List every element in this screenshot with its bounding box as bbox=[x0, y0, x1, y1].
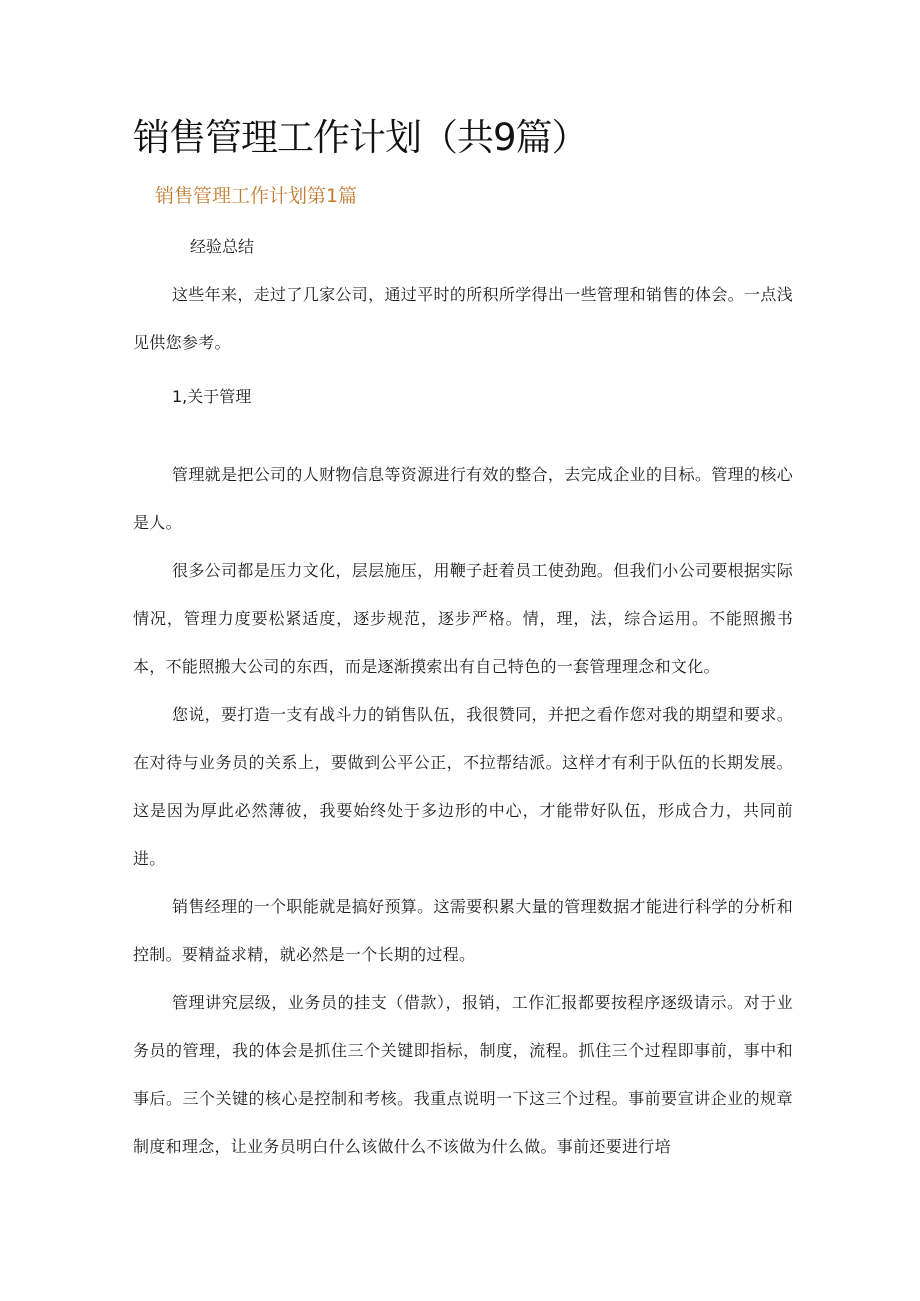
paragraph-pressure-culture: 很多公司都是压力文化，层层施压，用鞭子赶着员工使劲跑。但我们小公司要根据实际情况，管理力度要松紧适度，逐步规范，逐步严格。情，理，法，综合运用。不能照搬书本，不能照搬大公司的东西，而是逐渐摸索出有自己特色的一套管理理念和文化。 bbox=[133, 561, 793, 676]
paragraph-intro: 这些年来，走过了几家公司，通过平时的所积所学得出一些管理和销售的体会。一点浅见供您参考。 bbox=[133, 285, 793, 352]
paragraph-sales-team: 您说，要打造一支有战斗力的销售队伍，我很赞同，并把之看作您对我的期望和要求。在对待与业务员的关系上，要做到公平公正，不拉帮结派。这样才有利于队伍的长期发展。这是因为厚此必然薄彼，我要始终处于多边形的中心，才能带好队伍，形成合力，共同前进。 bbox=[133, 705, 793, 868]
paragraph-hierarchy: 管理讲究层级，业务员的挂支（借款），报销，工作汇报都要按程序逐级请示。对于业务员的管理，我的体会是抓住三个关键即指标，制度，流程。抓住三个过程即事前，事中和事后。三个关键的核心是控制和考核。我重点说明一下这三个过程。事前要宣讲企业的规章制度和理念，让业务员明白什么该做什么不该做为什么做。事前还要进行培 bbox=[133, 993, 793, 1156]
paragraph-budget: 销售经理的一个职能就是搞好预算。这需要积累大量的管理数据才能进行科学的分析和控制。要精益求精，就必然是一个长期的过程。 bbox=[133, 897, 793, 964]
point-heading: 1,关于管理 bbox=[172, 387, 252, 406]
paragraph-management-definition: 管理就是把公司的人财物信息等资源进行有效的整合，去完成企业的目标。管理的核心是人。 bbox=[133, 465, 793, 532]
subheading: 经验总结 bbox=[190, 237, 255, 256]
document-title: 销售管理工作计划（共9篇） bbox=[133, 116, 588, 159]
section-heading: 销售管理工作计划第1篇 bbox=[155, 185, 358, 207]
